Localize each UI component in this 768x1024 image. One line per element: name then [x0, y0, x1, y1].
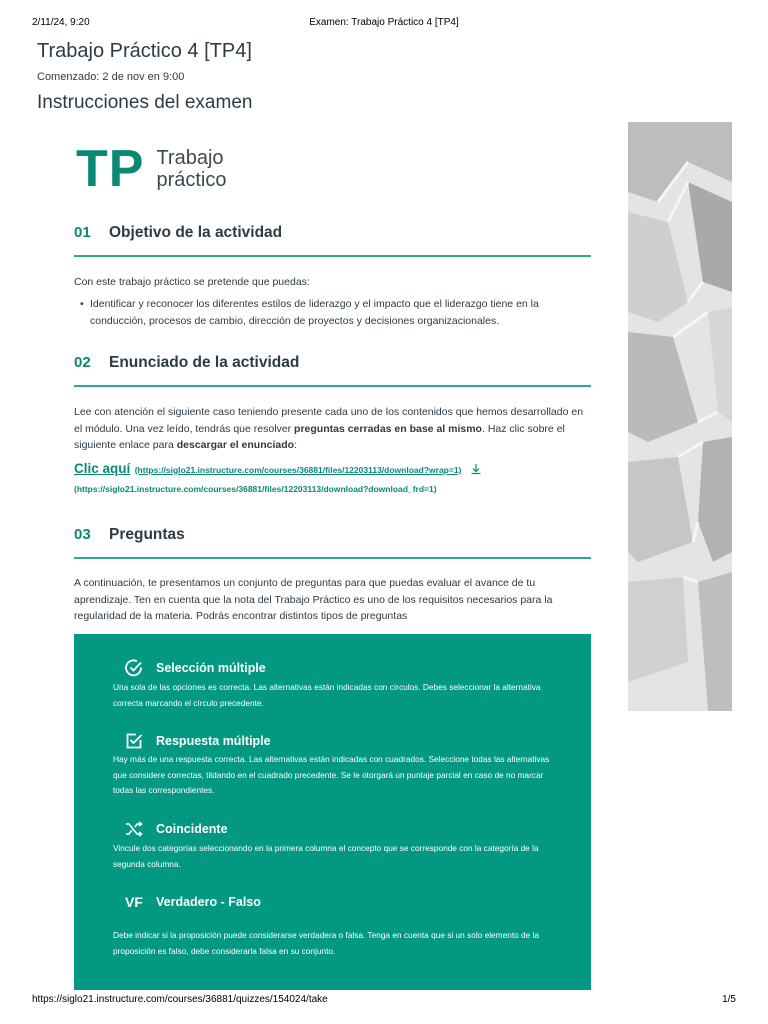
started-time: Comenzado: 2 de nov en 9:00 [37, 71, 185, 83]
print-date: 2/11/24, 9:20 [32, 17, 90, 28]
tp-logo-caption [156, 147, 226, 191]
section-03-paragraph: A continuación, te presentamos un conjunto de preguntas para que puedas evaluar el avance de tu aprendizaje. Ten en cuenta que la nota del Trabajo Práctico es uno de los requisitos necesarios para la regularidad de la materia. Podrás encontrar distintos tipos de preguntas [74, 577, 553, 622]
question-type-heading [124, 892, 261, 912]
page-title: Trabajo Práctico 4 [TP4] [37, 40, 252, 62]
question-type-heading [124, 819, 228, 839]
print-title: Examen: Trabajo Práctico 4 [TP4] [309, 17, 459, 28]
question-types-box [74, 634, 591, 990]
print-url: https://siglo21.instructure.com/courses/36881/quizzes/154024/take [32, 994, 328, 1005]
question-type-heading [124, 731, 271, 751]
architecture-banner-image [628, 122, 732, 711]
tp-logo-line2: práctico [156, 169, 227, 191]
shuffle-icon [124, 819, 144, 839]
objectives-list [90, 296, 570, 329]
print-header [32, 17, 736, 31]
question-type-label: Coincidente [156, 822, 228, 836]
list-item: • Identificar y reconocer los diferentes estilos de liderazgo y el impacto que el liderazgo tiene en la conducción, procesos de cambio, dirección de proyectos y decisiones organizacionales. [90, 296, 570, 329]
paragraph-end: . [481, 422, 485, 435]
section-title: Objetivo de la actividad [109, 224, 283, 241]
question-type-label: Selección múltiple [156, 661, 266, 675]
clic-aqui-link[interactable]: Clic aquí [74, 461, 131, 476]
paragraph-bold: preguntas cerradas en base al mismo [294, 422, 482, 435]
section-01-intro: Con este trabajo práctico se pretende que puedas: [74, 276, 310, 288]
check-circle-icon [124, 658, 144, 678]
section-number: 01 [74, 224, 91, 241]
tp-logo-letters: TP [76, 140, 145, 198]
section-number: 02 [74, 354, 91, 371]
paragraph-text: Lee con atención el siguiente caso teniendo presente cada uno de los contenidos que hemos desarrollado en el módulo. Una vez leído, tendrás que resolver [74, 406, 584, 435]
vf-icon [124, 892, 144, 912]
section-02-paragraph [74, 404, 589, 454]
section-title: Enunciado de la actividad [109, 354, 300, 371]
question-type-description: Una sola de las opciones es correcta. Las alternativas están indicadas con círculos. Debes seleccionar la alternativa correcta marcando el círculo precedente. [113, 682, 541, 708]
tp-logo-line1: Trabajo [156, 147, 224, 169]
section-01-heading [74, 224, 591, 257]
print-footer [32, 994, 736, 1006]
tp-logo [76, 140, 227, 198]
question-type-description: Vincule dos categorías seleccionando en la primera columna el concepto que se corresponde con la categoría de la segunda columna. [113, 843, 539, 869]
question-type-label: Respuesta múltiple [156, 734, 271, 748]
check-square-icon [124, 731, 144, 751]
instructions-heading: Instrucciones del examen [37, 92, 253, 113]
question-type-description: Hay más de una respuesta correcta. Las alternativas están indicadas con cuadrados. Seleccione todas las alternativas que considere correctas, tildando en el cuadrado precedente. Se le otorgará un puntaje parcial en caso de no marcar todas las correspondientes. [113, 754, 550, 795]
link-url-download[interactable]: (https://siglo21.instructure.com/courses/36881/files/12203113/download?download_frd=1) [74, 484, 437, 494]
download-icon[interactable] [470, 463, 482, 475]
question-type-description: Debe indicar si la proposición puede considerarse verdadera o falsa. Tenga en cuenta que si un solo elemento de la proposición es falso, debe considerarla falsa en su conjunto. [113, 930, 540, 956]
page-number: 1/5 [722, 994, 736, 1005]
download-link-block [74, 460, 594, 494]
question-type-label: Verdadero - Falso [156, 895, 261, 909]
section-02-heading [74, 354, 591, 387]
link-url-wrap[interactable]: (https://siglo21.instructure.com/courses/36881/files/12203113/download?wrap=1) [134, 465, 462, 475]
vf-icon-text: VF [125, 894, 143, 910]
section-title: Preguntas [109, 526, 185, 543]
paragraph-bold-2: descargar el enunciado [176, 439, 295, 451]
section-number: 03 [74, 526, 91, 543]
section-03-heading [74, 526, 591, 559]
paragraph-end-2: : [294, 439, 297, 451]
paragraph-text-2: Haz clic sobre el siguiente enlace para [74, 422, 565, 451]
question-type-heading [124, 658, 266, 678]
